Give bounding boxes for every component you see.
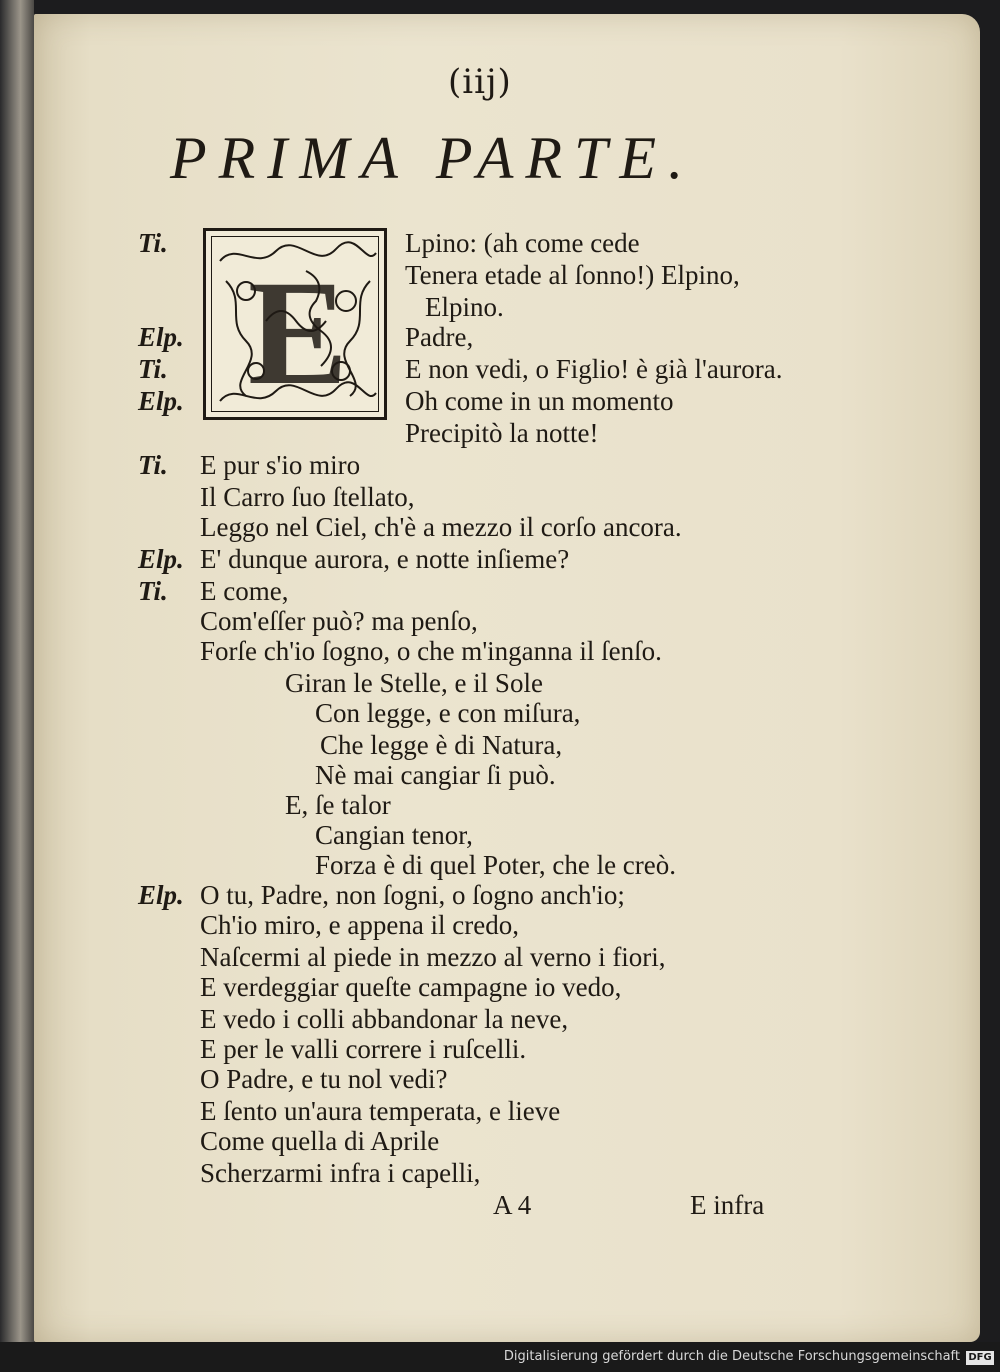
verse-line: Lpino: (ah come cede	[405, 228, 640, 258]
speaker-label: Elp.	[138, 544, 184, 574]
verse-line: Oh come in un momento	[405, 386, 674, 416]
verse-line: Il Carro ſuo ſtellato,	[200, 482, 415, 512]
verse-line: Elpino.	[425, 292, 504, 322]
verse-line: E per le valli correre i ruſcelli.	[200, 1034, 527, 1064]
verse-line: Forſe ch'io ſogno, o che m'inganna il ſenſo.	[200, 636, 662, 666]
verse-line: E come,	[200, 576, 289, 606]
verse-line: Precipitò la notte!	[405, 418, 599, 448]
footer-credit: Digitalisierung gefördert durch die Deutsche Forschungsgemeinschaft	[503, 1349, 960, 1364]
verse-line: Tenera etade al ſonno!) Elpino,	[405, 260, 740, 290]
speaker-label: Ti.	[138, 576, 168, 606]
book-spine	[0, 0, 34, 1372]
catchword: E infra	[690, 1190, 765, 1220]
speaker-label: Ti.	[138, 228, 168, 258]
verse-line: E' dunque aurora, e notte inſieme?	[200, 544, 570, 574]
speaker-label: Elp.	[138, 322, 184, 352]
verse-line: E pur s'io miro	[200, 450, 361, 480]
speaker-label: Elp.	[138, 386, 184, 416]
verse-line: O tu, Padre, non ſogni, o ſogno anch'io;	[200, 880, 625, 910]
ornament-icon	[206, 231, 390, 423]
decorated-initial	[203, 228, 387, 420]
page-number: (iij)	[448, 62, 512, 102]
verse-line: Come quella di Aprile	[200, 1126, 440, 1156]
speaker-label: Elp.	[138, 880, 184, 910]
dfg-logo: DFG	[966, 1351, 994, 1365]
verse-line: E vedo i colli abbandonar la neve,	[200, 1004, 569, 1034]
verse-line: Forza è di quel Poter, che le creò.	[315, 850, 677, 880]
verse-line: Leggo nel Ciel, ch'è a mezzo il corſo ancora.	[200, 512, 682, 542]
speaker-label: Ti.	[138, 354, 168, 384]
initial-letter: E	[247, 250, 349, 416]
verse-line: Com'eſſer può? ma penſo,	[200, 606, 478, 636]
verse-line: E, ſe talor	[285, 790, 391, 820]
page-title: PRIMA PARTE.	[170, 125, 696, 191]
verse-line: E ſento un'aura temperata, e lieve	[200, 1096, 561, 1126]
verse-line: Giran le Stelle, e il Sole	[285, 668, 543, 698]
speaker-label: Ti.	[138, 450, 168, 480]
verse-line: Nè mai cangiar ſi può.	[315, 760, 556, 790]
verse-line: Scherzarmi infra i capelli,	[200, 1158, 481, 1188]
verse-line: Cangian tenor,	[315, 820, 473, 850]
verse-line: Naſcermi al piede in mezzo al verno i fiori,	[200, 942, 666, 972]
verse-line: O Padre, e tu nol vedi?	[200, 1064, 448, 1094]
verse-line: E verdeggiar queſte campagne io vedo,	[200, 972, 622, 1002]
verse-line: Ch'io miro, e appena il credo,	[200, 910, 520, 940]
signature-mark: A 4	[493, 1190, 532, 1220]
verse-line: E non vedi, o Figlio! è già l'aurora.	[405, 354, 783, 384]
verse-line: Padre,	[405, 322, 474, 352]
verse-line: Che legge è di Natura,	[320, 730, 563, 760]
verse-line: Con legge, e con miſura,	[315, 698, 581, 728]
